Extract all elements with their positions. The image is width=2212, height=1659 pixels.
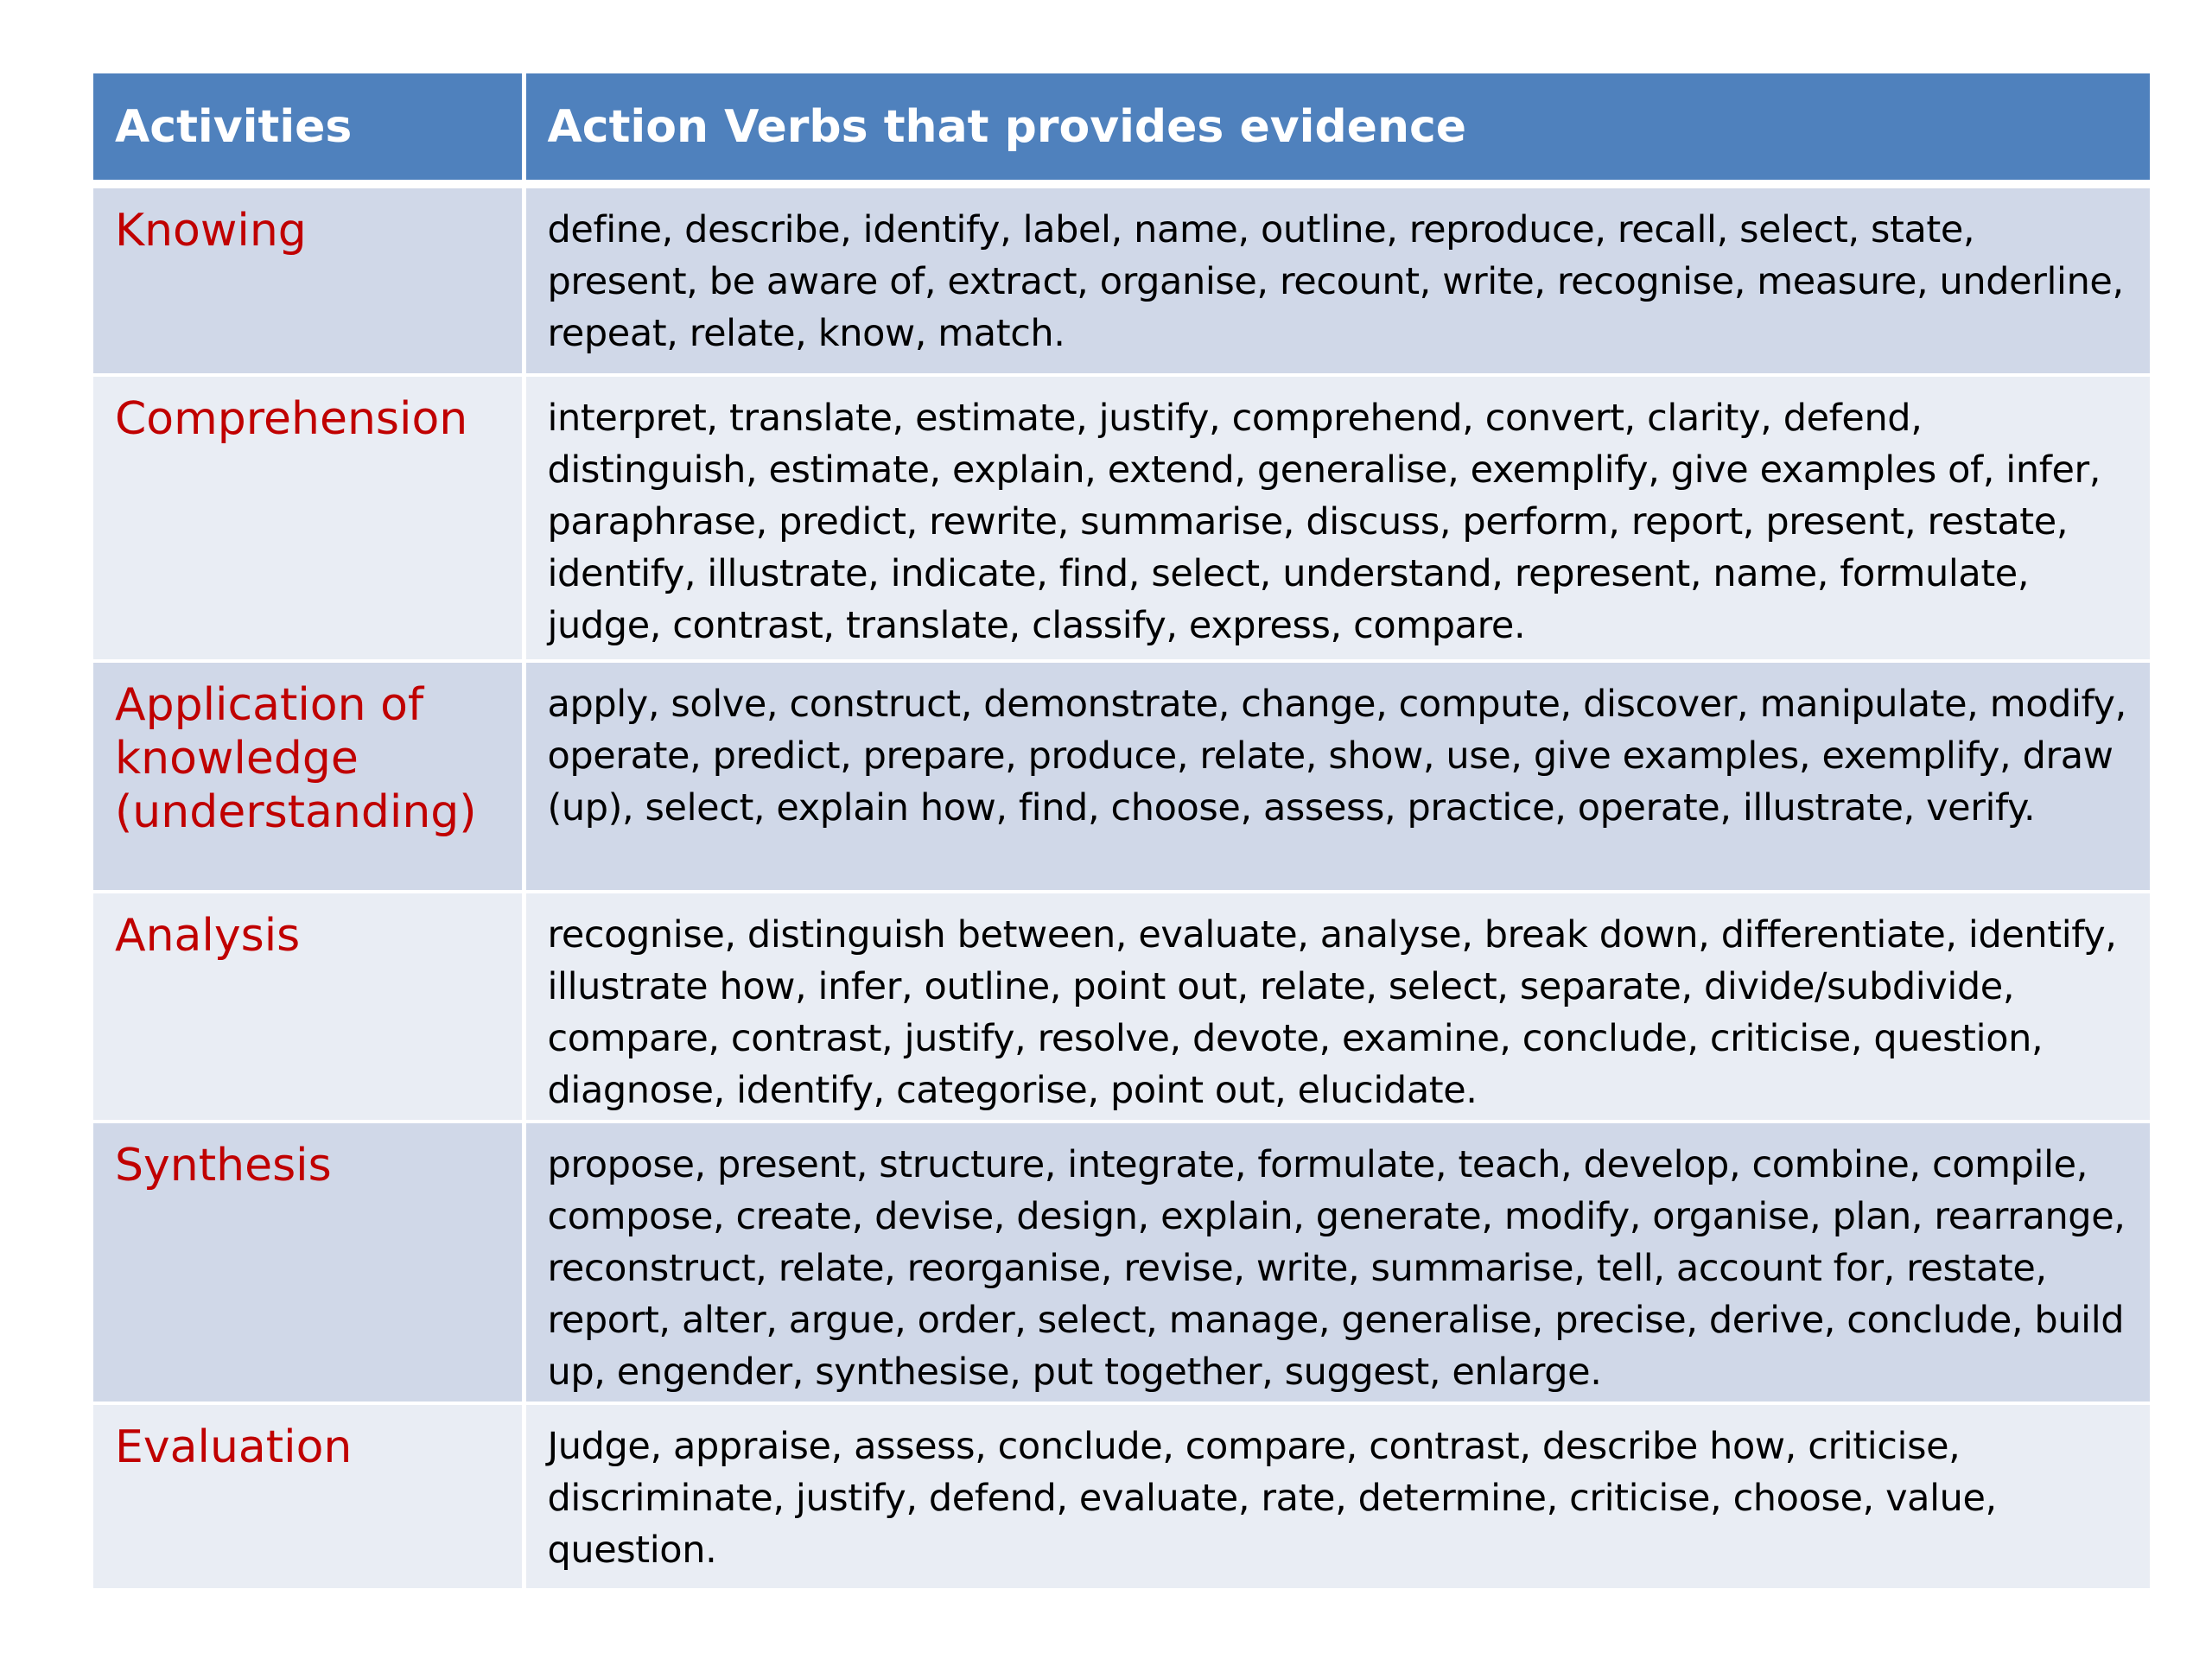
verbs-knowing: define, describe, identify, label, name, outline, reproduce, recall, select, state, present, be aware of, extract, organise, recount, write, recognise, measure, underline, repeat, relate, know, match. bbox=[524, 184, 2150, 375]
activity-synthesis: Synthesis bbox=[93, 1122, 524, 1403]
activity-analysis: Analysis bbox=[93, 892, 524, 1122]
table-row-evaluation bbox=[93, 1403, 2150, 1590]
action-verbs-table bbox=[93, 73, 2150, 1592]
activity-knowing: Knowing bbox=[93, 184, 524, 375]
verbs-comprehension: interpret, translate, estimate, justify, comprehend, convert, clarity, defend, distinguish, estimate, explain, extend, generalise, exemplify, give examples of, infer, paraphrase, predict, rewrite, summarise, discuss, perform, report, present, restate, identify, illustrate, indicate, find, select, understand, represent, name, formulate, judge, contrast, translate, classify, express, compare. bbox=[524, 375, 2150, 661]
table-row-application bbox=[93, 661, 2150, 891]
verbs-analysis: recognise, distinguish between, evaluate, analyse, break down, differentiate, identify, illustrate how, infer, outline, point out, relate, select, separate, divide/subdivide, compare, contrast, justify, resolve, devote, examine, conclude, criticise, question, diagnose, identify, categorise, point out, elucidate. bbox=[524, 892, 2150, 1122]
activity-application: Application of knowledge (understanding) bbox=[93, 661, 524, 891]
verbs-application: apply, solve, construct, demonstrate, change, compute, discover, manipulate, modify, operate, predict, prepare, produce, relate, show, use, give examples, exemplify, draw (up), select, explain how, find, choose, assess, practice, operate, illustrate, verify. bbox=[524, 661, 2150, 891]
verbs-evaluation: Judge, appraise, assess, conclude, compare, contrast, describe how, criticise, discriminate, justify, defend, evaluate, rate, determine, criticise, choose, value, question. bbox=[524, 1403, 2150, 1590]
header-activities: Activities bbox=[93, 73, 524, 184]
activity-comprehension: Comprehension bbox=[93, 375, 524, 661]
header-action-verbs: Action Verbs that provides evidence bbox=[524, 73, 2150, 184]
table-header-row bbox=[93, 73, 2150, 184]
activity-evaluation: Evaluation bbox=[93, 1403, 524, 1590]
table-row-synthesis bbox=[93, 1122, 2150, 1403]
table-row-comprehension bbox=[93, 375, 2150, 661]
table-row-knowing bbox=[93, 184, 2150, 375]
table-row-analysis bbox=[93, 892, 2150, 1122]
verbs-synthesis: propose, present, structure, integrate, formulate, teach, develop, combine, compile, compose, create, devise, design, explain, generate, modify, organise, plan, rearrange, reconstruct, relate, reorganise, revise, write, summarise, tell, account for, restate, report, alter, argue, order, select, manage, generalise, precise, derive, conclude, build up, engender, synthesise, put together, suggest, enlarge. bbox=[524, 1122, 2150, 1403]
